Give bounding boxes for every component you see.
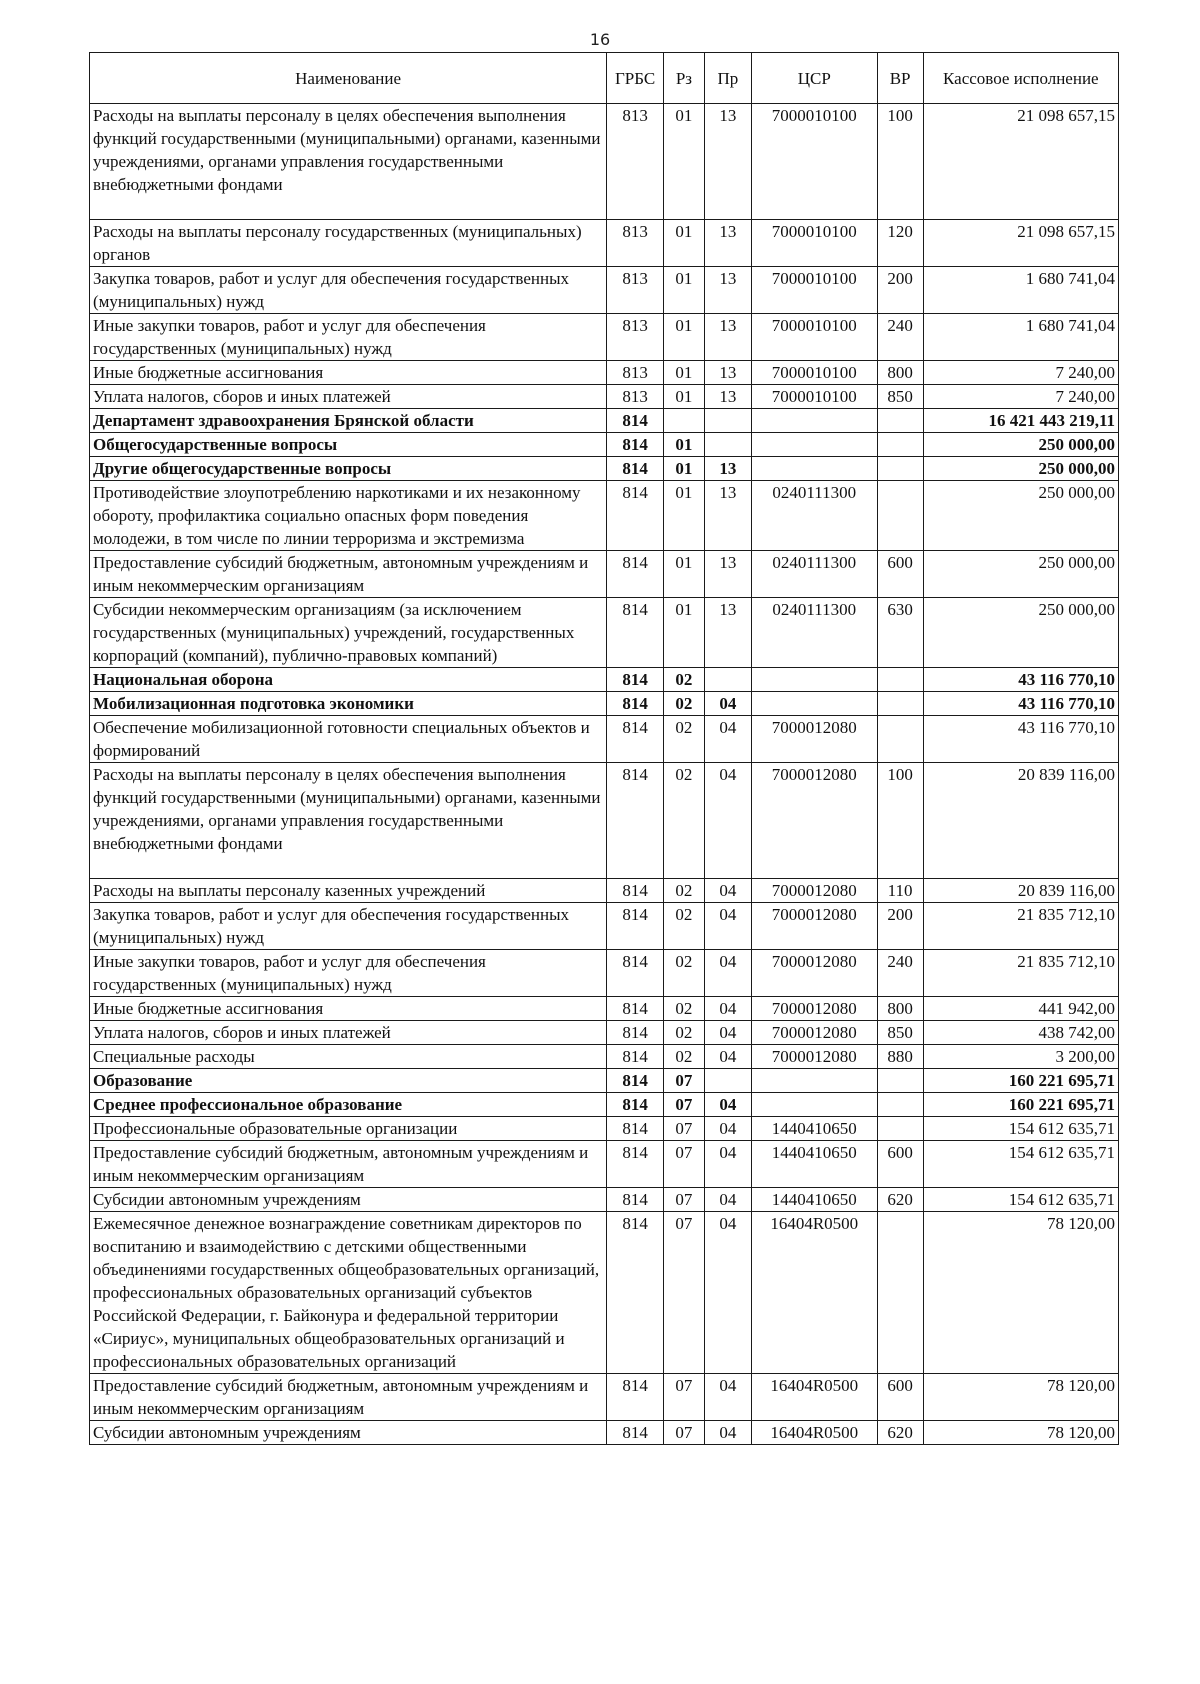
row-pr-cell: 04: [704, 1421, 751, 1445]
row-csr-cell: 0240111300: [752, 551, 878, 598]
page-number: 16: [589, 30, 611, 49]
row-amount-cell: 438 742,00: [923, 1021, 1118, 1045]
row-name-cell: Расходы на выплаты персоналу в целях обеспечения выполнения функций государственными (муниципальными) органами, казенными учреждениями, органами управления государственными внебюджетными фондами: [90, 763, 607, 879]
row-vr-cell: [877, 1093, 923, 1117]
row-csr-cell: 7000010100: [752, 104, 878, 220]
row-vr-cell: 620: [877, 1421, 923, 1445]
row-pr-cell: [704, 1069, 751, 1093]
row-name-cell: Образование: [90, 1069, 607, 1093]
row-grbs-cell: 814: [607, 903, 664, 950]
column-header-vr: ВР: [877, 53, 923, 104]
row-name-cell: Субсидии некоммерческим организациям (за исключением государственных (муниципальных) учреждений, государственных корпораций (компаний), публично-правовых компаний): [90, 598, 607, 668]
row-vr-cell: [877, 1212, 923, 1374]
row-name-cell: Иные бюджетные ассигнования: [90, 361, 607, 385]
row-csr-cell: 7000012080: [752, 763, 878, 879]
row-name-cell: Ежемесячное денежное вознаграждение советникам директоров по воспитанию и взаимодействию с детскими общественными объединениями государственных общеобразовательных организаций, профессиональных образовательных организаций субъектов Российской Федерации, г. Байконура и федеральной территории «Сириус», муниципальных общеобразовательных организаций и профессиональных образовательных организаций: [90, 1212, 607, 1374]
row-grbs-cell: 814: [607, 481, 664, 551]
row-csr-cell: 16404R0500: [752, 1374, 878, 1421]
row-pr-cell: 13: [704, 267, 751, 314]
row-rz-cell: 02: [664, 1021, 705, 1045]
row-vr-cell: 100: [877, 104, 923, 220]
row-pr-cell: 04: [704, 692, 751, 716]
row-csr-cell: 7000012080: [752, 716, 878, 763]
column-header-amount: Кассовое исполнение: [923, 53, 1118, 104]
row-csr-cell: 0240111300: [752, 598, 878, 668]
row-name-cell: Специальные расходы: [90, 1045, 607, 1069]
row-grbs-cell: 814: [607, 1093, 664, 1117]
row-name-cell: Уплата налогов, сборов и иных платежей: [90, 385, 607, 409]
row-rz-cell: 02: [664, 997, 705, 1021]
row-pr-cell: 13: [704, 314, 751, 361]
row-name-cell: Иные закупки товаров, работ и услуг для обеспечения государственных (муниципальных) нужд: [90, 314, 607, 361]
row-pr-cell: 13: [704, 551, 751, 598]
row-grbs-cell: 814: [607, 1045, 664, 1069]
row-amount-cell: 20 839 116,00: [923, 763, 1118, 879]
row-vr-cell: 600: [877, 1374, 923, 1421]
row-amount-cell: 78 120,00: [923, 1212, 1118, 1374]
table-row: [90, 457, 1119, 481]
table-row: [90, 267, 1119, 314]
row-amount-cell: 160 221 695,71: [923, 1069, 1118, 1093]
table-row: [90, 385, 1119, 409]
row-csr-cell: 7000010100: [752, 385, 878, 409]
row-vr-cell: 240: [877, 314, 923, 361]
row-rz-cell: 01: [664, 598, 705, 668]
row-pr-cell: 04: [704, 879, 751, 903]
row-grbs-cell: 814: [607, 692, 664, 716]
row-grbs-cell: 814: [607, 879, 664, 903]
row-pr-cell: 04: [704, 716, 751, 763]
row-name-cell: Иные бюджетные ассигнования: [90, 997, 607, 1021]
row-grbs-cell: 814: [607, 1141, 664, 1188]
row-name-cell: Другие общегосударственные вопросы: [90, 457, 607, 481]
row-name-cell: Предоставление субсидий бюджетным, автономным учреждениям и иным некоммерческим организациям: [90, 551, 607, 598]
row-amount-cell: 154 612 635,71: [923, 1141, 1118, 1188]
row-rz-cell: 02: [664, 716, 705, 763]
row-csr-cell: 7000012080: [752, 1021, 878, 1045]
row-rz-cell: 01: [664, 104, 705, 220]
row-csr-cell: 7000012080: [752, 903, 878, 950]
row-csr-cell: 1440410650: [752, 1117, 878, 1141]
row-vr-cell: 850: [877, 385, 923, 409]
row-name-cell: Расходы на выплаты персоналу в целях обеспечения выполнения функций государственными (муниципальными) органами, казенными учреждениями, органами управления государственными внебюджетными фондами: [90, 104, 607, 220]
row-vr-cell: 600: [877, 551, 923, 598]
row-pr-cell: 04: [704, 997, 751, 1021]
table-row: [90, 1021, 1119, 1045]
table-row: [90, 314, 1119, 361]
row-name-cell: Национальная оборона: [90, 668, 607, 692]
row-grbs-cell: 814: [607, 997, 664, 1021]
row-csr-cell: 1440410650: [752, 1141, 878, 1188]
row-csr-cell: [752, 433, 878, 457]
row-grbs-cell: 814: [607, 1069, 664, 1093]
row-pr-cell: [704, 409, 751, 433]
row-vr-cell: 240: [877, 950, 923, 997]
row-name-cell: Субсидии автономным учреждениям: [90, 1188, 607, 1212]
row-name-cell: Среднее профессиональное образование: [90, 1093, 607, 1117]
row-name-cell: Противодействие злоупотреблению наркотиками и их незаконному обороту, профилактика социально опасных форм поведения молодежи, в том числе по линии терроризма и экстремизма: [90, 481, 607, 551]
row-grbs-cell: 813: [607, 361, 664, 385]
row-csr-cell: 7000012080: [752, 950, 878, 997]
row-name-cell: Уплата налогов, сборов и иных платежей: [90, 1021, 607, 1045]
row-name-cell: Закупка товаров, работ и услуг для обеспечения государственных (муниципальных) нужд: [90, 267, 607, 314]
row-vr-cell: [877, 433, 923, 457]
row-rz-cell: 02: [664, 1045, 705, 1069]
row-rz-cell: 02: [664, 950, 705, 997]
row-grbs-cell: 814: [607, 1188, 664, 1212]
row-name-cell: Департамент здравоохранения Брянской области: [90, 409, 607, 433]
row-pr-cell: 04: [704, 1117, 751, 1141]
row-amount-cell: 21 098 657,15: [923, 104, 1118, 220]
row-grbs-cell: 814: [607, 716, 664, 763]
row-vr-cell: [877, 481, 923, 551]
table-row: [90, 1421, 1119, 1445]
table-row: [90, 481, 1119, 551]
row-vr-cell: [877, 716, 923, 763]
row-csr-cell: 7000012080: [752, 997, 878, 1021]
row-csr-cell: 16404R0500: [752, 1212, 878, 1374]
row-vr-cell: 850: [877, 1021, 923, 1045]
row-amount-cell: 250 000,00: [923, 598, 1118, 668]
row-rz-cell: 02: [664, 903, 705, 950]
row-vr-cell: 800: [877, 361, 923, 385]
row-pr-cell: 04: [704, 1141, 751, 1188]
column-header-csr: ЦСР: [752, 53, 878, 104]
row-pr-cell: 13: [704, 598, 751, 668]
row-pr-cell: 13: [704, 481, 751, 551]
row-rz-cell: 02: [664, 668, 705, 692]
row-amount-cell: 1 680 741,04: [923, 267, 1118, 314]
row-rz-cell: 07: [664, 1188, 705, 1212]
row-rz-cell: 07: [664, 1117, 705, 1141]
table-row: [90, 551, 1119, 598]
table-row: [90, 1117, 1119, 1141]
row-csr-cell: 7000010100: [752, 361, 878, 385]
column-header-grbs: ГРБС: [607, 53, 664, 104]
table-header-row: [90, 53, 1119, 104]
row-vr-cell: [877, 668, 923, 692]
row-amount-cell: 154 612 635,71: [923, 1117, 1118, 1141]
row-amount-cell: 441 942,00: [923, 997, 1118, 1021]
row-rz-cell: [664, 409, 705, 433]
row-grbs-cell: 813: [607, 220, 664, 267]
row-vr-cell: 800: [877, 997, 923, 1021]
table-row: [90, 997, 1119, 1021]
row-name-cell: Предоставление субсидий бюджетным, автономным учреждениям и иным некоммерческим организациям: [90, 1374, 607, 1421]
table-row: [90, 220, 1119, 267]
row-amount-cell: 16 421 443 219,11: [923, 409, 1118, 433]
row-grbs-cell: 814: [607, 598, 664, 668]
row-amount-cell: 43 116 770,10: [923, 716, 1118, 763]
row-pr-cell: 13: [704, 220, 751, 267]
row-name-cell: Профессиональные образовательные организации: [90, 1117, 607, 1141]
row-amount-cell: 250 000,00: [923, 433, 1118, 457]
row-grbs-cell: 813: [607, 267, 664, 314]
row-amount-cell: 21 835 712,10: [923, 903, 1118, 950]
table-row: [90, 903, 1119, 950]
row-pr-cell: 13: [704, 361, 751, 385]
row-name-cell: Закупка товаров, работ и услуг для обеспечения государственных (муниципальных) нужд: [90, 903, 607, 950]
row-vr-cell: 120: [877, 220, 923, 267]
row-grbs-cell: 814: [607, 1374, 664, 1421]
row-name-cell: Мобилизационная подготовка экономики: [90, 692, 607, 716]
row-vr-cell: [877, 409, 923, 433]
row-amount-cell: 43 116 770,10: [923, 692, 1118, 716]
row-amount-cell: 21 835 712,10: [923, 950, 1118, 997]
row-pr-cell: 13: [704, 104, 751, 220]
row-amount-cell: 7 240,00: [923, 385, 1118, 409]
table-row: [90, 879, 1119, 903]
row-csr-cell: [752, 692, 878, 716]
row-rz-cell: 01: [664, 433, 705, 457]
row-csr-cell: 7000012080: [752, 879, 878, 903]
table-row: [90, 692, 1119, 716]
table-row: [90, 668, 1119, 692]
row-csr-cell: 0240111300: [752, 481, 878, 551]
row-vr-cell: 100: [877, 763, 923, 879]
row-grbs-cell: 814: [607, 551, 664, 598]
table-row: [90, 950, 1119, 997]
row-rz-cell: 07: [664, 1212, 705, 1374]
row-csr-cell: [752, 409, 878, 433]
row-name-cell: Субсидии автономным учреждениям: [90, 1421, 607, 1445]
row-rz-cell: 01: [664, 314, 705, 361]
row-amount-cell: 3 200,00: [923, 1045, 1118, 1069]
row-name-cell: Иные закупки товаров, работ и услуг для обеспечения государственных (муниципальных) нужд: [90, 950, 607, 997]
table-row: [90, 1374, 1119, 1421]
row-vr-cell: [877, 1069, 923, 1093]
row-grbs-cell: 813: [607, 104, 664, 220]
row-grbs-cell: 814: [607, 457, 664, 481]
row-pr-cell: 04: [704, 1188, 751, 1212]
row-rz-cell: 07: [664, 1093, 705, 1117]
row-amount-cell: 250 000,00: [923, 481, 1118, 551]
row-pr-cell: 04: [704, 1045, 751, 1069]
row-rz-cell: 02: [664, 763, 705, 879]
row-grbs-cell: 813: [607, 385, 664, 409]
row-vr-cell: 200: [877, 267, 923, 314]
row-rz-cell: 07: [664, 1421, 705, 1445]
row-grbs-cell: 814: [607, 1021, 664, 1045]
row-vr-cell: 600: [877, 1141, 923, 1188]
row-name-cell: Предоставление субсидий бюджетным, автономным учреждениям и иным некоммерческим организациям: [90, 1141, 607, 1188]
row-grbs-cell: 813: [607, 314, 664, 361]
table-row: [90, 104, 1119, 220]
row-amount-cell: 154 612 635,71: [923, 1188, 1118, 1212]
row-pr-cell: 13: [704, 385, 751, 409]
row-amount-cell: 43 116 770,10: [923, 668, 1118, 692]
row-name-cell: Общегосударственные вопросы: [90, 433, 607, 457]
row-pr-cell: [704, 433, 751, 457]
row-rz-cell: 01: [664, 481, 705, 551]
row-rz-cell: 01: [664, 220, 705, 267]
row-csr-cell: 7000010100: [752, 314, 878, 361]
row-rz-cell: 07: [664, 1141, 705, 1188]
column-header-name: Наименование: [90, 53, 607, 104]
row-rz-cell: 07: [664, 1069, 705, 1093]
row-rz-cell: 01: [664, 361, 705, 385]
row-vr-cell: 880: [877, 1045, 923, 1069]
row-grbs-cell: 814: [607, 950, 664, 997]
row-rz-cell: 01: [664, 551, 705, 598]
table-row: [90, 433, 1119, 457]
table-row: [90, 598, 1119, 668]
row-csr-cell: 7000010100: [752, 267, 878, 314]
row-vr-cell: [877, 1117, 923, 1141]
row-vr-cell: 200: [877, 903, 923, 950]
row-amount-cell: 1 680 741,04: [923, 314, 1118, 361]
column-header-rz: Рз: [664, 53, 705, 104]
row-csr-cell: [752, 1069, 878, 1093]
table-row: [90, 1141, 1119, 1188]
row-name-cell: Расходы на выплаты персоналу казенных учреждений: [90, 879, 607, 903]
row-rz-cell: 02: [664, 692, 705, 716]
row-grbs-cell: 814: [607, 668, 664, 692]
row-csr-cell: 16404R0500: [752, 1421, 878, 1445]
row-csr-cell: [752, 457, 878, 481]
row-pr-cell: 04: [704, 950, 751, 997]
row-grbs-cell: 814: [607, 763, 664, 879]
table-row: [90, 361, 1119, 385]
row-rz-cell: 02: [664, 879, 705, 903]
table-row: [90, 409, 1119, 433]
row-name-cell: Обеспечение мобилизационной готовности специальных объектов и формирований: [90, 716, 607, 763]
row-name-cell: Расходы на выплаты персоналу государственных (муниципальных) органов: [90, 220, 607, 267]
row-grbs-cell: 814: [607, 1117, 664, 1141]
row-amount-cell: 160 221 695,71: [923, 1093, 1118, 1117]
row-amount-cell: 250 000,00: [923, 551, 1118, 598]
row-csr-cell: [752, 1093, 878, 1117]
table-row: [90, 763, 1119, 879]
row-vr-cell: 110: [877, 879, 923, 903]
column-header-pr: Пр: [704, 53, 751, 104]
table-row: [90, 1093, 1119, 1117]
row-pr-cell: 04: [704, 1021, 751, 1045]
row-pr-cell: 04: [704, 1212, 751, 1374]
row-grbs-cell: 814: [607, 1212, 664, 1374]
row-amount-cell: 78 120,00: [923, 1421, 1118, 1445]
row-amount-cell: 7 240,00: [923, 361, 1118, 385]
row-csr-cell: 7000012080: [752, 1045, 878, 1069]
row-csr-cell: 7000010100: [752, 220, 878, 267]
table-row: [90, 1188, 1119, 1212]
row-csr-cell: [752, 668, 878, 692]
row-vr-cell: [877, 457, 923, 481]
row-csr-cell: 1440410650: [752, 1188, 878, 1212]
row-pr-cell: 04: [704, 1374, 751, 1421]
row-vr-cell: 630: [877, 598, 923, 668]
row-vr-cell: [877, 692, 923, 716]
table-body: [90, 104, 1119, 1445]
row-rz-cell: 01: [664, 385, 705, 409]
row-pr-cell: [704, 668, 751, 692]
row-amount-cell: 20 839 116,00: [923, 879, 1118, 903]
row-rz-cell: 01: [664, 267, 705, 314]
row-amount-cell: 250 000,00: [923, 457, 1118, 481]
table-row: [90, 716, 1119, 763]
row-grbs-cell: 814: [607, 433, 664, 457]
row-rz-cell: 01: [664, 457, 705, 481]
row-grbs-cell: 814: [607, 1421, 664, 1445]
row-grbs-cell: 814: [607, 409, 664, 433]
row-pr-cell: 04: [704, 903, 751, 950]
row-vr-cell: 620: [877, 1188, 923, 1212]
row-pr-cell: 04: [704, 763, 751, 879]
table-row: [90, 1212, 1119, 1374]
row-pr-cell: 13: [704, 457, 751, 481]
row-amount-cell: 21 098 657,15: [923, 220, 1118, 267]
table-row: [90, 1045, 1119, 1069]
row-pr-cell: 04: [704, 1093, 751, 1117]
row-rz-cell: 07: [664, 1374, 705, 1421]
row-amount-cell: 78 120,00: [923, 1374, 1118, 1421]
budget-execution-table: [89, 52, 1119, 1445]
table-row: [90, 1069, 1119, 1093]
